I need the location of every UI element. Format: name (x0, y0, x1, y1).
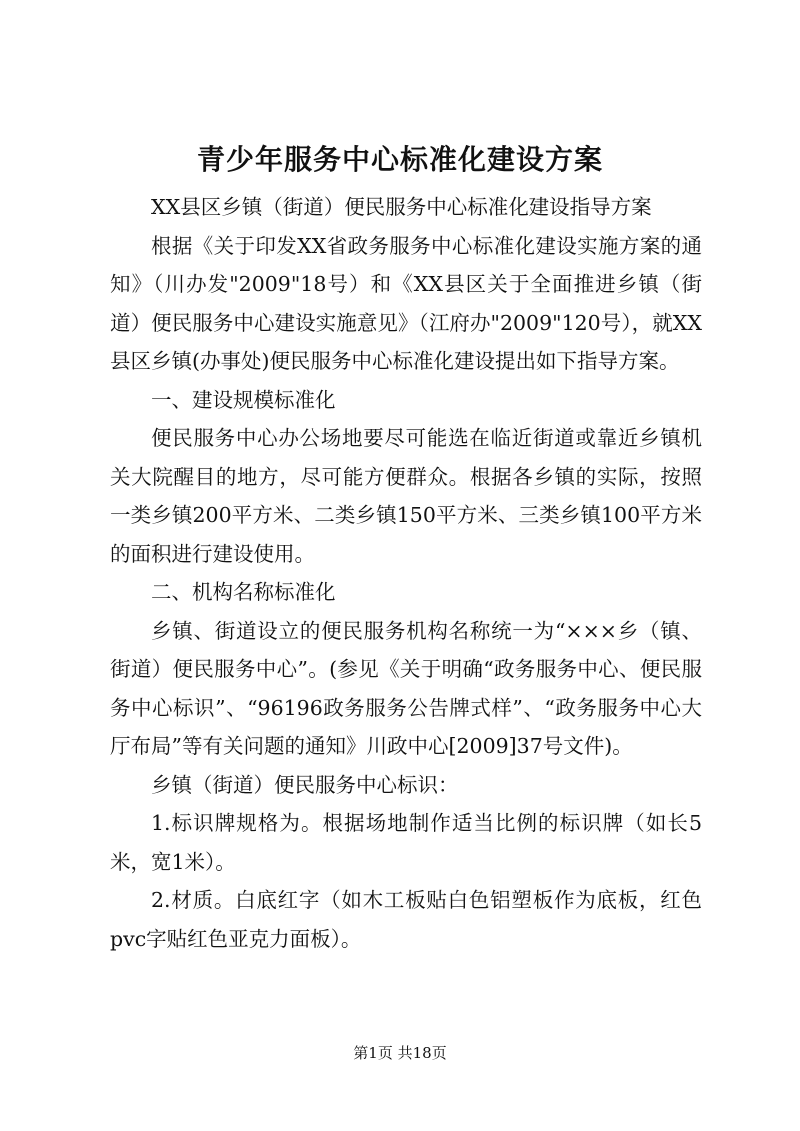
paragraph-subtitle: XX县区乡镇（街道）便民服务中心标准化建设指导方案 (151, 195, 652, 219)
document-body (110, 188, 702, 958)
paragraph-scale: 便民服务中心办公场地要尽可能选在临近街道或靠近乡镇机关大院醒目的地方，尽可能方便群众。根据各乡镇的实际，按照一类乡镇200平方米、二类乡镇150平方米、三类乡镇100平方米的面积进行建设使用。 (110, 426, 702, 566)
document-title: 青少年服务中心标准化建设方案 (196, 143, 603, 176)
paragraph-name: 乡镇、街道设立的便民服务机构名称统一为“×××乡（镇、街道）便民服务中心”。(参见《关于明确“政务服务中心、便民服务中心标识”、“96196政务服务公告牌式样”、“政务服务中心大厅布局”等有关问题的通知》川政中心[2009]37号文件)。 (110, 618, 702, 758)
paragraph-sign-size: 1.标识牌规格为。根据场地制作适当比例的标识牌（如长5米，宽1米）。 (110, 811, 702, 874)
section-heading-scale: 一、建设规模标准化 (151, 387, 336, 412)
paragraph-sign-material: 2.材质。白底红字（如木工板贴白色铝塑板作为底板，红色pvc字贴红色亚克力面板）。 (110, 888, 702, 951)
paragraph-basis: 根据《关于印发XX省政务服务中心标准化建设实施方案的通知》（川办发"2009"18号）和《XX县区关于全面推进乡镇（街道）便民服务中心建设实施意见》（江府办"2009"120号），就XX县区乡镇(办事处)便民服务中心标准化建设提出如下指导方案。 (110, 233, 702, 373)
paragraph-sign-intro: 乡镇（街道）便民服务中心标识： (151, 772, 459, 797)
page-footer: 第1页 共18页 (353, 1044, 447, 1062)
section-heading-name: 二、机构名称标准化 (151, 580, 336, 604)
